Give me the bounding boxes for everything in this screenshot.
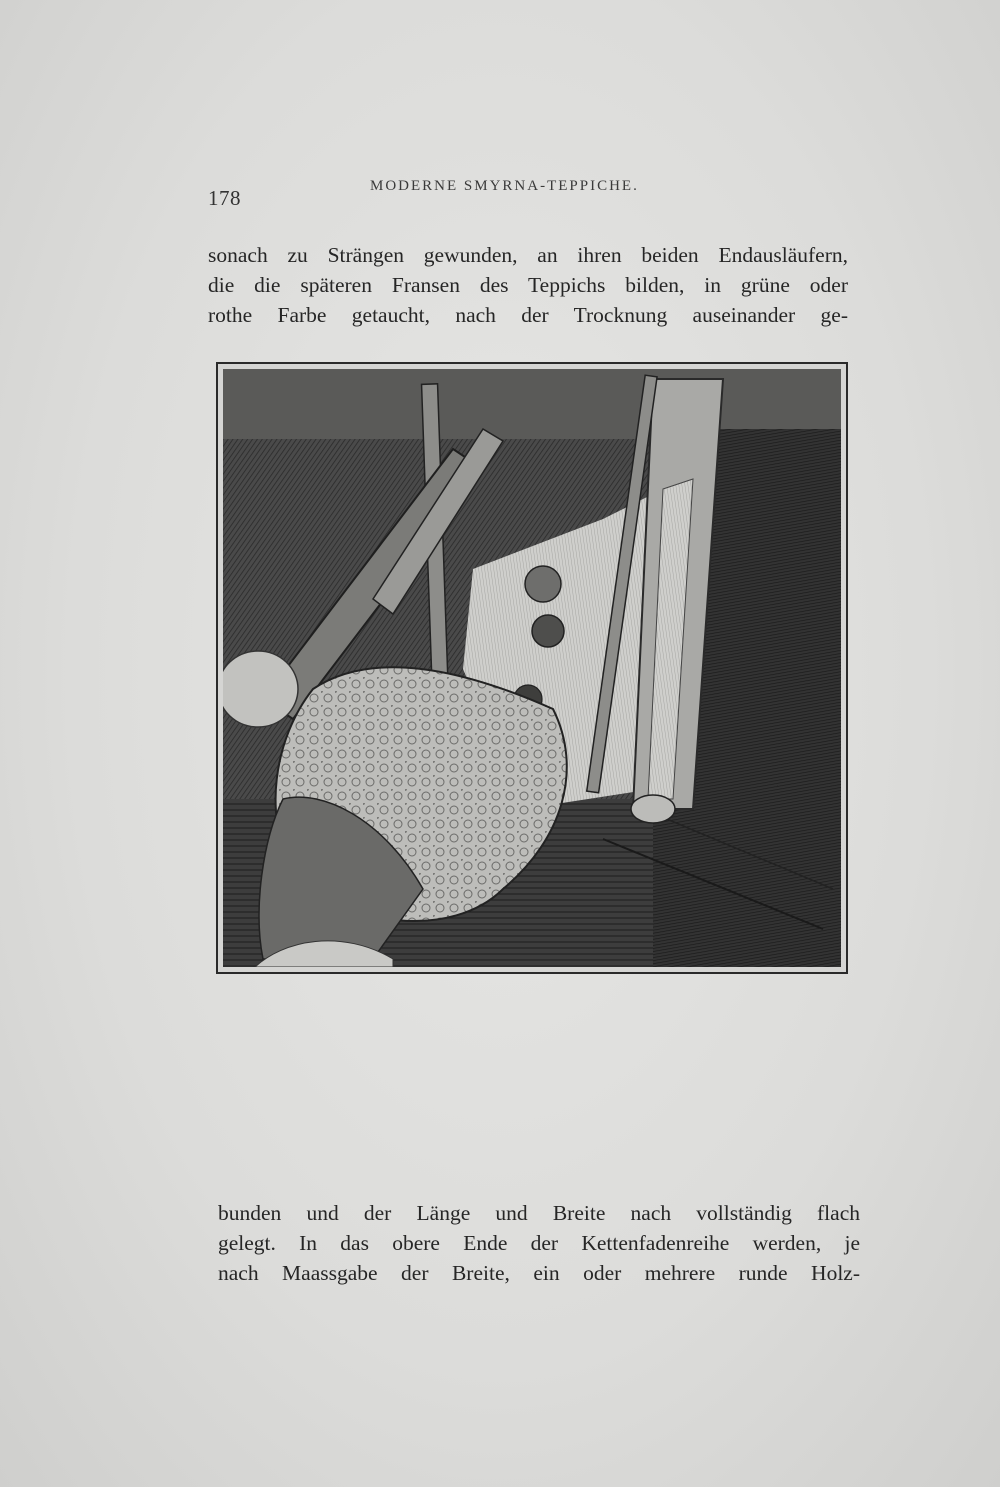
text-line: gelegt. In das obere Ende der Kettenfadenreihe werden, je <box>218 1231 860 1255</box>
engraving-figure <box>216 362 848 974</box>
text-line: die die späteren Fransen des Teppichs bilden, in grüne oder <box>208 273 848 297</box>
running-head: MODERNE SMYRNA-TEPPICHE. <box>370 178 639 194</box>
page-header <box>208 178 848 212</box>
text-line: sonach zu Strängen gewunden, an ihren beiden Endausläufern, <box>208 243 848 267</box>
text-line: bunden und der Länge und Breite nach vollständig flach <box>218 1201 860 1225</box>
body-text-bottom <box>218 1198 860 1288</box>
body-text-top <box>208 240 848 330</box>
text-line: nach Maassgabe der Breite, ein oder mehrere runde Holz- <box>218 1261 860 1285</box>
text-line: rothe Farbe getaucht, nach der Trocknung auseinander ge- <box>208 303 848 327</box>
loom-weaver-illustration <box>223 369 841 967</box>
page-number: 178 <box>208 186 241 210</box>
